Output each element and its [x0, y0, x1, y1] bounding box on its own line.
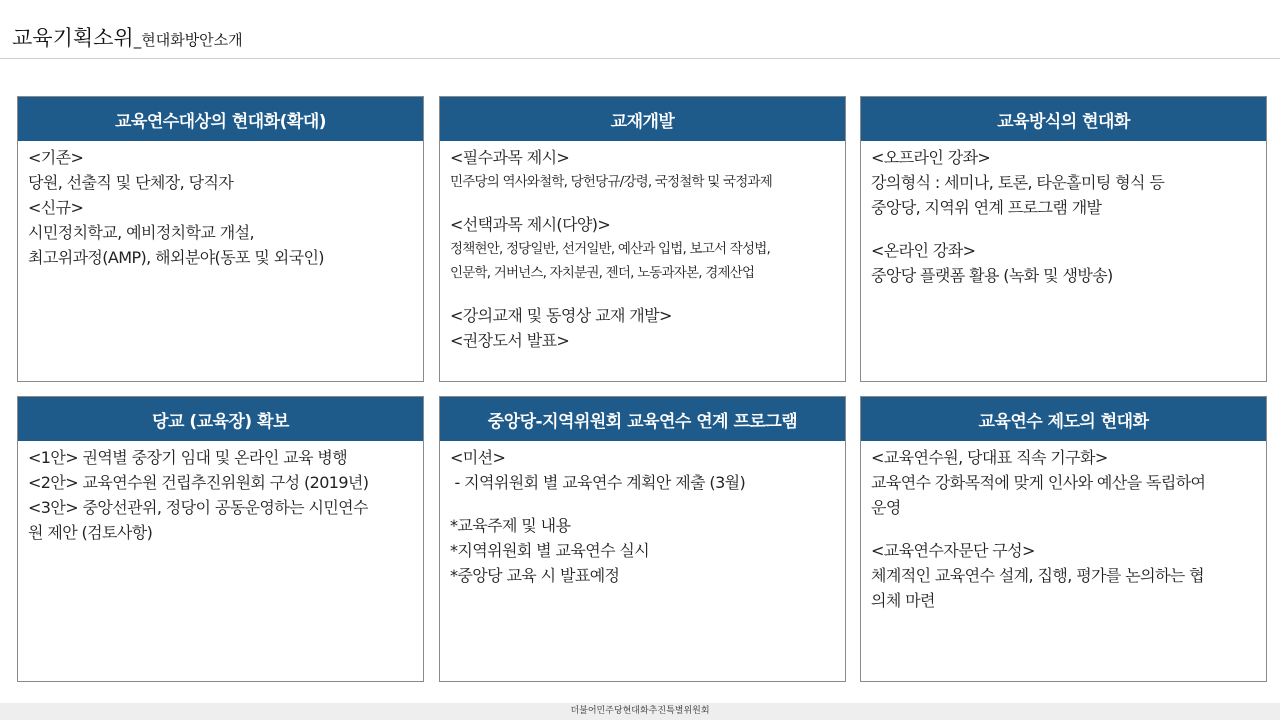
spacer	[871, 220, 1256, 238]
page-footer: 더불어민주당현대화추진특별위원회	[0, 703, 1280, 720]
card-line: <3안> 중앙선관위, 정당이 공동운영하는 시민연수	[28, 498, 368, 517]
card-education-method	[860, 96, 1267, 382]
card-line: <기존>	[28, 148, 84, 167]
card-line: <2안> 교육연수원 건립추진위원회 구성 (2019년)	[28, 473, 369, 492]
spacer	[871, 520, 1256, 538]
card-line: 인문학, 거버넌스, 자치분권, 젠더, 노동과자본, 경제산업	[450, 265, 755, 281]
card-title: 중앙당-지역위원회 교육연수 연계 프로그램	[440, 397, 845, 441]
card-line: <신규>	[28, 198, 84, 217]
card-body	[861, 441, 1266, 617]
card-line: <미션>	[450, 448, 506, 467]
card-line: *지역위원회 별 교육연수 실시	[450, 541, 650, 560]
card-line: <교육연수자문단 구성>	[871, 541, 1035, 560]
card-line: 시민정치학교, 예비정치학교 개설,	[28, 223, 254, 242]
card-line: - 지역위원회 별 교육연수 계획안 제출 (3월)	[450, 473, 746, 492]
card-line: <온라인 강좌>	[871, 241, 976, 260]
card-title: 교육연수 제도의 현대화	[861, 397, 1266, 441]
card-textbook-development	[439, 96, 846, 382]
card-line: <권장도서 발표>	[450, 331, 570, 350]
spacer	[450, 194, 835, 212]
card-line: <선택과목 제시(다양)>	[450, 215, 611, 234]
card-line: 당원, 선출직 및 단체장, 당직자	[28, 173, 234, 192]
card-body	[440, 441, 845, 592]
card-line: 강의형식 : 세미나, 토론, 타운홀미팅 형식 등	[871, 173, 1165, 192]
card-title: 교육방식의 현대화	[861, 97, 1266, 141]
card-education-facility	[17, 396, 424, 682]
card-line: 정책현안, 정당일반, 선거일반, 예산과 입법, 보고서 작성법,	[450, 241, 770, 257]
card-line: 교육연수 강화목적에 맞게 인사와 예산을 독립하여	[871, 473, 1206, 492]
card-line: 민주당의 역사와철학, 당헌당규/강령, 국정철학 및 국정과제	[450, 174, 772, 190]
card-line: <1안> 권역별 중장기 임대 및 온라인 교육 병행	[28, 448, 348, 467]
card-line: *중앙당 교육 시 발표예정	[450, 566, 620, 585]
card-line: 의체 마련	[871, 591, 935, 610]
card-line: <교육연수원, 당대표 직속 기구화>	[871, 448, 1108, 467]
card-line: 중앙당, 지역위 연계 프로그램 개발	[871, 198, 1102, 217]
card-line: 최고위과정(AMP), 해외분야(동포 및 외국인)	[28, 248, 324, 267]
card-line: <강의교재 및 동영상 교재 개발>	[450, 306, 672, 325]
card-body	[18, 141, 423, 274]
card-line: <오프라인 강좌>	[871, 148, 991, 167]
spacer	[450, 495, 835, 513]
card-line: *교육주제 및 내용	[450, 516, 571, 535]
page-header	[0, 0, 1280, 59]
card-regional-program	[439, 396, 846, 682]
page-title-sub: _현대화방안소개	[133, 31, 243, 49]
page-title	[12, 25, 243, 53]
card-title: 당교 (교육장) 확보	[18, 397, 423, 441]
card-body	[440, 141, 845, 357]
card-line: 중앙당 플랫폼 활용 (녹화 및 생방송)	[871, 266, 1113, 285]
card-body	[18, 441, 423, 549]
spacer	[450, 285, 835, 303]
card-line: 체계적인 교육연수 설계, 집행, 평가를 논의하는 협	[871, 566, 1205, 585]
card-education-target	[17, 96, 424, 382]
card-body	[861, 141, 1266, 292]
card-line: 운영	[871, 498, 901, 517]
card-line: <필수과목 제시>	[450, 148, 570, 167]
card-title: 교재개발	[440, 97, 845, 141]
card-title: 교육연수대상의 현대화(확대)	[18, 97, 423, 141]
page-title-main: 교육기획소위	[12, 26, 134, 50]
card-education-system	[860, 396, 1267, 682]
card-line: 원 제안 (검토사항)	[28, 523, 153, 542]
